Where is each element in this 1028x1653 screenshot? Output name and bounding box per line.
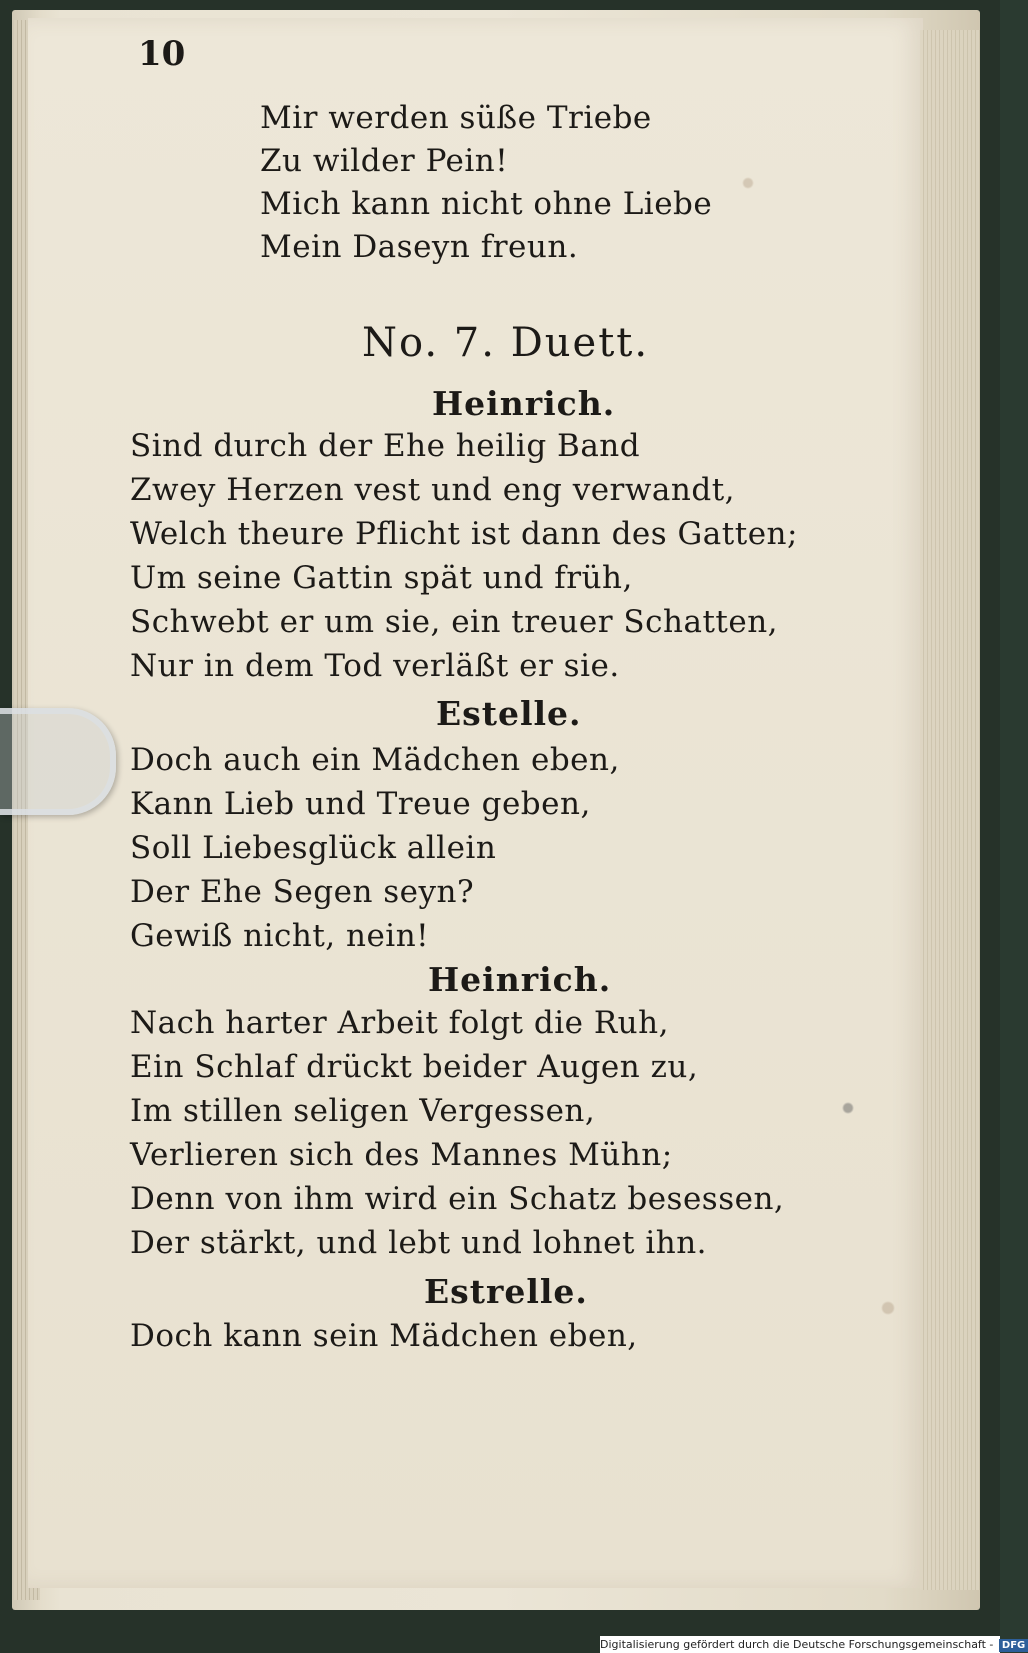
verse-line: Der stärkt, und lebt und lohnet ihn.	[130, 1225, 708, 1261]
verse-line: Doch auch ein Mädchen eben,	[130, 742, 620, 778]
page-clip	[0, 708, 116, 815]
verse-line: Welch theure Pflicht ist dann des Gatten;	[130, 516, 798, 552]
verse-line: Soll Liebesglück allein	[130, 830, 497, 866]
verse-line: Der Ehe Segen seyn?	[130, 874, 475, 910]
verse-line: Mir werden süße Triebe	[260, 100, 652, 136]
verse-line: Denn von ihm wird ein Schatz besessen,	[130, 1181, 785, 1217]
verse-line: Zu wilder Pein!	[260, 143, 509, 179]
verse-line: Ein Schlaf drückt beider Augen zu,	[130, 1049, 699, 1085]
speaker-name: Heinrich.	[432, 384, 616, 423]
section-heading: No. 7. Duett.	[362, 320, 650, 366]
speaker-name: Estrelle.	[424, 1272, 588, 1311]
speaker-name: Estelle.	[436, 694, 582, 733]
verse-line: Schwebt er um sie, ein treuer Schatten,	[130, 604, 779, 640]
credit-text: Digitalisierung gefördert durch die Deutsche Forschungsgemeinschaft -	[600, 1638, 994, 1651]
verse-line: Zwey Herzen vest und eng verwandt,	[130, 472, 736, 508]
verse-line: Nach harter Arbeit folgt die Ruh,	[130, 1005, 669, 1041]
dfg-logo: DFG	[999, 1639, 1028, 1652]
verse-line: Um seine Gattin spät und früh,	[130, 560, 633, 596]
verse-line: Verlieren sich des Mannes Mühn;	[130, 1137, 673, 1173]
verse-line: Mein Daseyn freun.	[260, 229, 579, 265]
digitization-credit	[600, 1636, 1026, 1653]
verse-line: Gewiß nicht, nein!	[130, 918, 430, 954]
page-number: 10	[138, 34, 186, 74]
speaker-name: Heinrich.	[428, 960, 612, 999]
verse-line: Sind durch der Ehe heilig Band	[130, 428, 641, 464]
verse-line: Mich kann nicht ohne Liebe	[260, 186, 713, 222]
verse-line: Im stillen seligen Vergessen,	[130, 1093, 596, 1129]
verse-line: Kann Lieb und Treue geben,	[130, 786, 591, 822]
verse-line: Doch kann sein Mädchen eben,	[130, 1318, 638, 1354]
verse-line: Nur in dem Tod verläßt er sie.	[130, 648, 620, 684]
